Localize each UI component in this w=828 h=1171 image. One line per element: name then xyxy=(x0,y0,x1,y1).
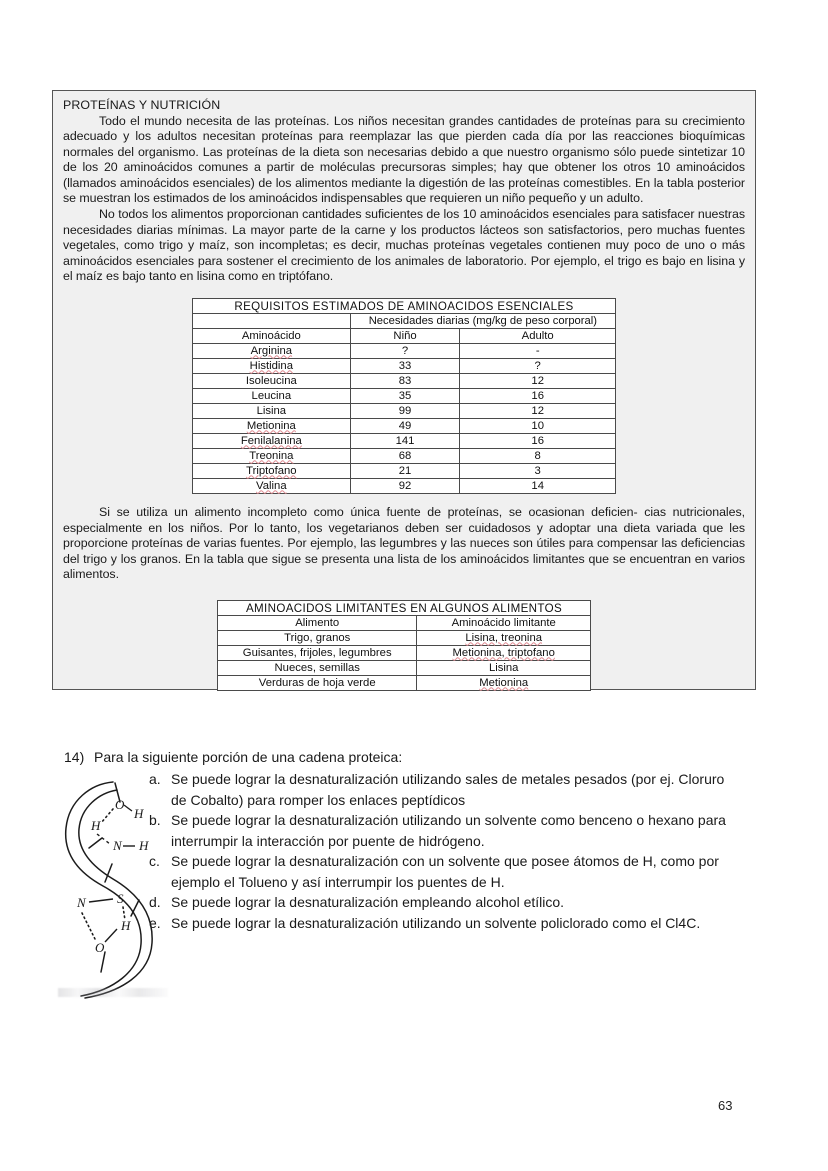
table-row xyxy=(193,434,616,449)
cell-nino: 83 xyxy=(350,374,460,389)
protein-chain-svg xyxy=(55,776,187,1006)
option-text-a: Se puede lograr la desnaturalización utilizando sales de metales pesados (por ej. Cloruro de Cobalto) para romper los enlaces peptídicos xyxy=(171,771,725,808)
table-row xyxy=(218,631,591,646)
cell-aminoacido: Valina xyxy=(193,479,351,494)
answer-option-a[interactable] xyxy=(149,769,734,810)
cell-aminoacido: Lisina xyxy=(417,661,591,676)
label-o-top: O xyxy=(115,797,125,812)
cell-adulto: 16 xyxy=(460,389,616,404)
option-letter-b: b. xyxy=(149,812,161,828)
passage-box xyxy=(52,90,756,690)
cell-aminoacido: Lisina, treonina xyxy=(417,631,591,646)
protein-chain-sketch xyxy=(55,776,187,1006)
table-row-title xyxy=(218,601,591,616)
cell-alimento: Nueces, semillas xyxy=(218,661,417,676)
passage-paragraph-3: Si se utiliza un alimento incompleto como única fuente de proteínas, se ocasionan deficien- cias nutricionales, especialmente en los niños. Por lo tanto, los vegetarianos deben ser cuidadosos y adoptar una dieta variada que les proporcione proteínas de varias fuentes. Por ejemplo, las legumbres y las nueces son útiles para compensar las deficiencias del trigo y los granos. En la tabla que sigue se presenta una lista de los aminoácidos limitantes que se encuentran en varios alimentos. xyxy=(63,505,745,582)
table-row xyxy=(218,661,591,676)
question-prompt: Para la siguiente porción de una cadena proteica: xyxy=(94,749,403,765)
option-letter-e: e. xyxy=(149,914,161,931)
cell-adulto: 10 xyxy=(460,419,616,434)
table-requisitos-subheader: Necesidades diarias (mg/kg de peso corporal) xyxy=(350,314,615,329)
option-letter-c: c. xyxy=(149,853,160,869)
column-header-adulto: Adulto xyxy=(460,329,616,344)
answer-option-b[interactable] xyxy=(149,810,734,851)
hbond-h-n-dashed xyxy=(97,834,110,844)
passage-title: PROTEÍNAS Y NUTRICIÓN xyxy=(63,98,221,112)
cell-adulto: 8 xyxy=(460,449,616,464)
label-h-mid-right: H xyxy=(139,838,149,853)
column-header-alimento: Alimento xyxy=(218,616,417,631)
table-requisitos xyxy=(192,298,616,494)
cell-nino: 141 xyxy=(350,434,460,449)
cell-nino: 21 xyxy=(350,464,460,479)
label-h-left: H xyxy=(91,818,101,833)
cell-aminoacido: Arginina xyxy=(193,344,351,359)
passage-paragraph-1: Todo el mundo necesita de las proteínas. Los niños necesitan grandes cantidades de proteínas para su crecimiento adecuado y los adultos necesitan proteínas para reemplazar las que pierden cada día por las reacciones bioquímicas normales del organismo. Las proteínas de la dieta son necesarias debido a que nuestro organismo sólo puede sintetizar 10 de los 20 aminoácidos comunes a partir de moléculas precursoras simples; hay que obtener los otros 10 aminoácidos (llamados aminoácidos esenciales) de los alimentos mediante la digestión de las proteínas comestibles. En la tabla posterior se muestran los estimados de los aminoácidos indispensables que requieren un niño pequeño y un adulto. xyxy=(63,113,745,206)
answer-options-list xyxy=(149,769,734,933)
column-header-nino: Niño xyxy=(350,329,460,344)
label-o-bottom: O xyxy=(95,940,105,955)
table-limitantes xyxy=(217,600,591,691)
cell-aminoacido: Histidina xyxy=(193,359,351,374)
label-h-lower-right: H xyxy=(121,918,131,933)
hbond-o-h-dotted xyxy=(101,809,113,823)
passage-paragraph-2: No todos los alimentos proporcionan cantidades suficientes de los 10 aminoácidos esenciales para satisfacer nuestras necesidades diarias mínimas. La mayor parte de la carne y los productos lácteos son satisfactorios, pero muchas fuentes vegetales, como trigo y maíz, son incompletas; es decir, muchas proteínas vegetales contienen muy poco de uno o más aminoácidos esenciales para sostener el crecimiento de los animales de laboratorio. Por ejemplo, el trigo es bajo en lisina y el maíz es bajo tanto en lisina como en triptófano. xyxy=(63,207,745,284)
cell-alimento: Trigo, granos xyxy=(218,631,417,646)
scan-artifact-smudge xyxy=(58,988,168,997)
table-row xyxy=(193,449,616,464)
bond-o-h xyxy=(124,805,132,811)
table-row xyxy=(193,359,616,374)
hbond-n-o-dotted xyxy=(82,913,95,939)
option-text-d: Se puede lograr la desnaturalización empleando alcohol etílico. xyxy=(171,894,565,910)
option-letter-a: a. xyxy=(149,771,161,787)
label-h-top-right: H xyxy=(134,806,144,821)
bond-h-o xyxy=(105,929,117,942)
cell-alimento: Verduras de hoja verde xyxy=(218,676,417,691)
cell-adulto: - xyxy=(460,344,616,359)
cell-aminoacido: Triptofano xyxy=(193,464,351,479)
cell-aminoacido: Isoleucina xyxy=(193,374,351,389)
cell-nino: 49 xyxy=(350,419,460,434)
bond-n-s xyxy=(89,899,113,902)
table-limitantes-title: AMINOACIDOS LIMITANTES EN ALGUNOS ALIMENTOS xyxy=(218,601,591,616)
table-row xyxy=(193,419,616,434)
cell-nino: 92 xyxy=(350,479,460,494)
table-requisitos-wrapper xyxy=(63,298,745,494)
cell-adulto: 12 xyxy=(460,404,616,419)
table-row xyxy=(193,464,616,479)
cell-aminoacido: Treonina xyxy=(193,449,351,464)
table-row xyxy=(218,646,591,661)
table-limitantes-wrapper xyxy=(63,600,745,691)
cell-aminoacido: Metionina, triptofano xyxy=(417,646,591,661)
table-row xyxy=(193,389,616,404)
cell-nino: 68 xyxy=(350,449,460,464)
label-s-lower: S xyxy=(117,891,124,906)
cell-adulto: 14 xyxy=(460,479,616,494)
table-row-header xyxy=(218,616,591,631)
cell-nino: 35 xyxy=(350,389,460,404)
answer-option-c[interactable] xyxy=(149,851,734,892)
question-number: 14) xyxy=(64,749,85,765)
column-header-aminoacido-limitante: Aminoácido limitante xyxy=(417,616,591,631)
cell-aminoacido: Lisina xyxy=(193,404,351,419)
lower-hbond-group xyxy=(76,891,131,955)
residue-tick-bottom xyxy=(101,952,105,972)
table-row-header xyxy=(193,329,616,344)
table-row xyxy=(193,344,616,359)
cell-nino: ? xyxy=(350,344,460,359)
page-number: 63 xyxy=(718,1098,733,1113)
cell-aminoacido: Metionina xyxy=(417,676,591,691)
cell-adulto: 16 xyxy=(460,434,616,449)
question-header xyxy=(64,748,784,767)
cell-nino: 33 xyxy=(350,359,460,374)
column-header-aminoacido: Aminoácido xyxy=(193,329,351,344)
table-row xyxy=(193,374,616,389)
cell-aminoacido: Fenilalanina xyxy=(193,434,351,449)
residue-tick-lower-right xyxy=(131,900,139,916)
cell-adulto: 3 xyxy=(460,464,616,479)
answer-option-d[interactable] xyxy=(149,892,734,913)
table-row xyxy=(193,404,616,419)
table-row xyxy=(193,479,616,494)
table-row-subheader xyxy=(193,314,616,329)
cell-adulto: ? xyxy=(460,359,616,374)
cell-aminoacido: Leucina xyxy=(193,389,351,404)
backbone-outer-curve xyxy=(66,782,141,996)
cell-aminoacido: Metionina xyxy=(193,419,351,434)
residue-tick-upper-left xyxy=(89,838,102,848)
empty-cell xyxy=(193,314,351,329)
table-row-title xyxy=(193,299,616,314)
label-n-mid: N xyxy=(113,838,122,853)
option-letter-d: d. xyxy=(149,894,161,910)
table-requisitos-title: REQUISITOS ESTIMADOS DE AMINOACIDOS ESENCIALES xyxy=(193,299,616,314)
cell-nino: 99 xyxy=(350,404,460,419)
upper-hbond-group xyxy=(90,797,149,853)
cell-adulto: 12 xyxy=(460,374,616,389)
table-row xyxy=(218,676,591,691)
option-text-e: Se puede lograr la desnaturalización utilizando un solvente policlorado como el Cl4C. xyxy=(171,914,701,931)
label-n-lower: N xyxy=(77,895,86,910)
cell-alimento: Guisantes, frijoles, legumbres xyxy=(218,646,417,661)
answer-option-e[interactable] xyxy=(149,913,734,934)
option-text-b: Se puede lograr la desnaturalización utilizando un solvente como benceno o hexano para interrumpir la interacción por puente de hidrógeno. xyxy=(171,812,726,849)
residue-tick-mid xyxy=(105,864,112,882)
option-text-c: Se puede lograr la desnaturalización con un solvente que posee átomos de H, como por ejemplo el Tolueno y así interrumpir los puentes de H. xyxy=(171,853,719,890)
